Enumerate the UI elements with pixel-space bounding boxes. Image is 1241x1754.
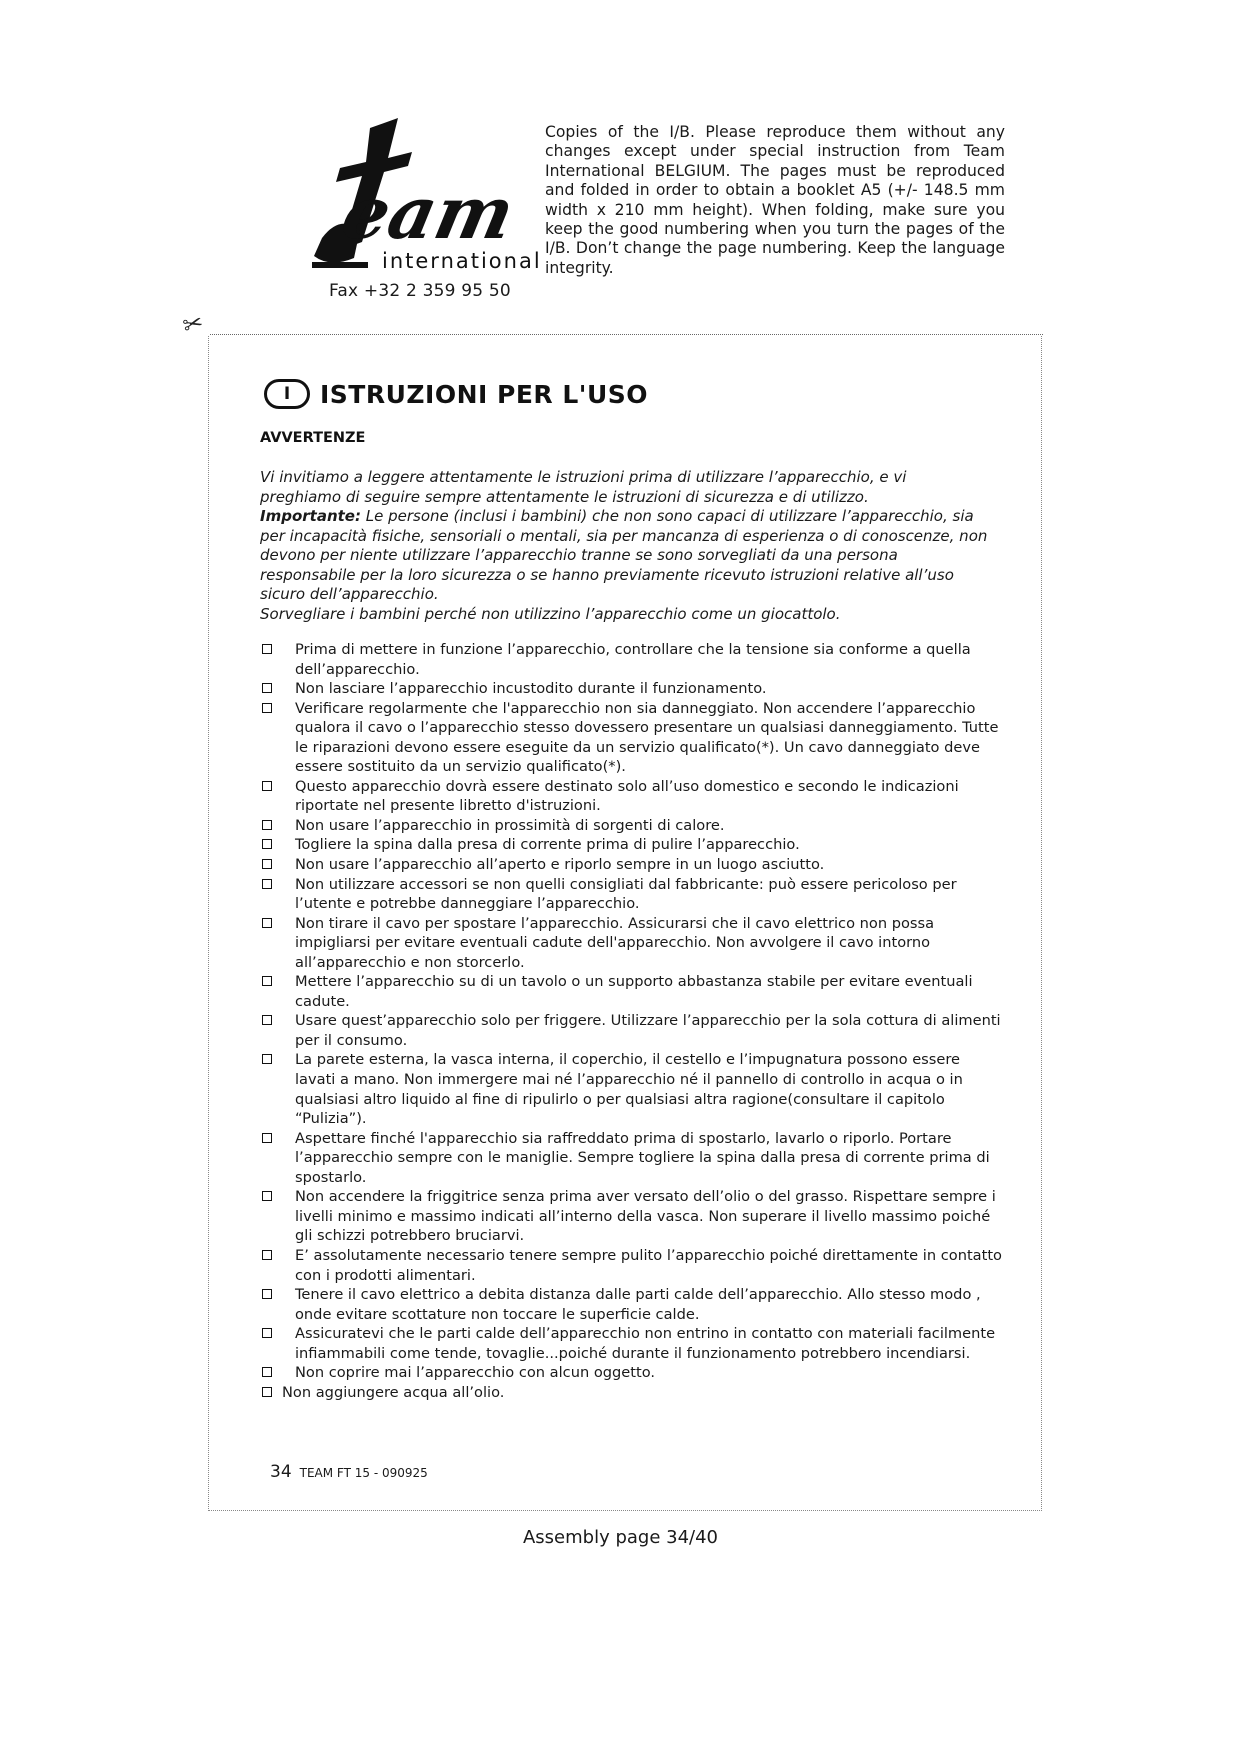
svg-text:international: international <box>382 249 542 273</box>
list-item: Non lasciare l’apparecchio incustodito durante il funzionamento. <box>262 679 1004 699</box>
section-heading: AVVERTENZE <box>260 430 366 446</box>
cut-line <box>210 334 1043 335</box>
important-label: Importante: <box>260 507 361 525</box>
list-item: La parete esterna, la vasca interna, il coperchio, il cestello e l’impugnatura possono essere lavati a mano. Non immergere mai né l’apparecchio né il pannello di controllo in acqua o in qualsiasi altro liquido al fine di ripulirlo o per qualsiasi altra ragione(consultare il capitolo “Pulizia”). <box>262 1050 1004 1128</box>
important-paragraph <box>260 507 990 605</box>
checkbox-icon <box>262 1133 272 1143</box>
checkbox-icon <box>262 976 272 986</box>
checkbox-icon <box>262 839 272 849</box>
list-item: Assicuratevi che le parti calde dell’apparecchio non entrino in contatto con materiali facilmente infiammabili come tende, tovaglie...poiché durante il funzionamento potrebbero incendiarsi. <box>262 1324 1004 1363</box>
checkbox-icon <box>262 879 272 889</box>
language-badge: I <box>264 379 310 409</box>
checkbox-icon <box>262 1328 272 1338</box>
list-item: Non tirare il cavo per spostare l’apparecchio. Assicurarsi che il cavo elettrico non possa impigliarsi per evitare eventuali cadute dell'apparecchio. Non avvolgere il cavo intorno all’apparecchio e non storcerlo. <box>262 914 1004 973</box>
list-item: Mettere l’apparecchio su di un tavolo o un supporto abbastanza stabile per evitare eventuali cadute. <box>262 972 1004 1011</box>
fax-number: Fax +32 2 359 95 50 <box>329 281 511 301</box>
checkbox-icon <box>262 683 272 693</box>
checkbox-icon <box>262 820 272 830</box>
svg-text:eam: eam <box>334 171 522 256</box>
team-international-logo <box>300 118 542 278</box>
intro-text <box>260 468 990 624</box>
checkbox-icon <box>262 1191 272 1201</box>
warnings-list <box>262 640 1004 1402</box>
list-item: Non usare l’apparecchio in prossimità di sorgenti di calore. <box>262 816 1004 836</box>
supervision-paragraph: Sorvegliare i bambini perché non utilizzino l’apparecchio come un giocattolo. <box>260 604 841 623</box>
model-code: TEAM FT 15 - 090925 <box>299 1466 428 1480</box>
checkbox-icon <box>262 918 272 928</box>
page-footer <box>270 1462 428 1482</box>
checkbox-icon <box>262 1387 272 1397</box>
list-item: Tenere il cavo elettrico a debita distanza dalle parti calde dell’apparecchio. Allo stesso modo , onde evitare scottature non toccare le superficie calde. <box>262 1285 1004 1324</box>
page-number: 34 <box>270 1462 292 1482</box>
list-item: Questo apparecchio dovrà essere destinato solo all’uso domestico e secondo le indicazioni riportate nel presente libretto d'istruzioni. <box>262 777 1004 816</box>
list-item: Non accendere la friggitrice senza prima aver versato dell’olio o del grasso. Rispettare sempre i livelli minimo e massimo indicati all’interno della vasca. Non superare il livello massimo poiché gli schizzi potrebbero bruciarvi. <box>262 1187 1004 1246</box>
list-item: Non utilizzare accessori se non quelli consigliati dal fabbricante: può essere pericoloso per l’utente e potrebbe danneggiare l’apparecchio. <box>262 875 1004 914</box>
checkbox-icon <box>262 1054 272 1064</box>
list-item: Aspettare finché l'apparecchio sia raffreddato prima di spostarlo, lavarlo o riporlo. Portare l’apparecchio sempre con le maniglie. Sempre togliere la spina dalla presa di corrente prima di spostarlo. <box>262 1129 1004 1188</box>
list-item: E’ assolutamente necessario tenere sempre pulito l’apparecchio poiché direttamente in contatto con i prodotti alimentari. <box>262 1246 1004 1285</box>
checkbox-icon <box>262 859 272 869</box>
checkbox-icon <box>262 703 272 713</box>
checkbox-icon <box>262 1367 272 1377</box>
list-item: Togliere la spina dalla presa di corrente prima di pulire l’apparecchio. <box>262 835 1004 855</box>
checkbox-icon <box>262 781 272 791</box>
checkbox-icon <box>262 1015 272 1025</box>
scissors-icon: ✂ <box>179 307 207 341</box>
list-item: Non coprire mai l’apparecchio con alcun oggetto. <box>262 1363 1004 1383</box>
list-item: Non aggiungere acqua all’olio. <box>262 1383 1004 1403</box>
assembly-page-label: Assembly page 34/40 <box>522 1527 719 1548</box>
intro-paragraph: Vi invitiamo a leggere attentamente le istruzioni prima di utilizzare l’apparecchio, e vi preghiamo di seguire sempre attentamente le istruzioni di sicurezza e di utilizzo. <box>260 468 907 506</box>
copies-instructions: Copies of the I/B. Please reproduce them without any changes except under special instruction from Team International BELGIUM. The pages must be reproduced and folded in order to obtain a booklet A5 (+/- 148.5 mm width x 210 mm height). When folding, make sure you keep the good numbering when you turn the pages of the I/B. Don’t change the page numbering. Keep the language integrity. <box>545 123 1005 277</box>
title-text: ISTRUZIONI PER L'USO <box>320 379 649 409</box>
list-item: Prima di mettere in funzione l’apparecchio, controllare che la tensione sia conforme a quella dell’apparecchio. <box>262 640 1004 679</box>
list-item: Verificare regolarmente che l'apparecchio non sia danneggiato. Non accendere l’apparecchio qualora il cavo o l’apparecchio stesso dovessero presentare un qualsiasi danneggiamento. Tutte le riparazioni devono essere eseguite da un servizio qualificato(*). Un cavo danneggiato deve essere sostituito da un servizio qualificato(*). <box>262 699 1004 777</box>
page-title <box>264 376 648 412</box>
checkbox-icon <box>262 644 272 654</box>
list-item: Non usare l’apparecchio all’aperto e riporlo sempre in un luogo asciutto. <box>262 855 1004 875</box>
list-item: Usare quest’apparecchio solo per friggere. Utilizzare l’apparecchio per la sola cottura di alimenti per il consumo. <box>262 1011 1004 1050</box>
important-text: Le persone (inclusi i bambini) che non sono capaci di utilizzare l’apparecchio, sia per incapacità fisiche, sensoriali o mentali, sia per mancanza di esperienza o di conoscenze, non devono per niente utilizzare l’apparecchio tranne se sono sorvegliati da una persona responsabile per la loro sicurezza o se hanno previamente ricevuto istruzioni relative all’uso sicuro dell’apparecchio. <box>260 507 988 603</box>
checkbox-icon <box>262 1289 272 1299</box>
checkbox-icon <box>262 1250 272 1260</box>
